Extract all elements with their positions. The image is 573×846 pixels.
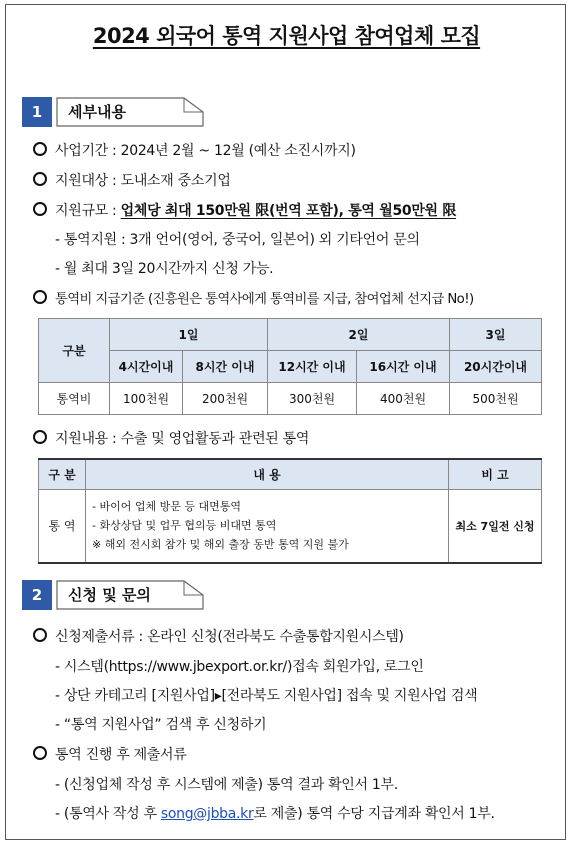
fee-table-group: 1일 (110, 319, 268, 351)
fee-table-cell: 100천원 (110, 383, 183, 415)
circle-bullet-icon (33, 142, 47, 156)
fee-table-group: 3일 (450, 319, 542, 351)
target-line: 지원대상 : 도내소재 중소기업 (33, 170, 231, 190)
circle-bullet-icon (33, 746, 47, 760)
list-item: - 바이어 업체 방문 등 대면통역 (92, 500, 241, 514)
scale-highlight: 업체당 최대 150만원 限(번역 포함), 통역 월50만원 限 (120, 203, 457, 219)
fee-table-col: 4시간이내 (110, 351, 183, 383)
list-item: - 화상상담 및 업무 협의등 비대면 통역 (92, 519, 277, 533)
circle-bullet-icon (33, 628, 47, 642)
section-1-label: 세부내용 (68, 103, 126, 121)
fee-table-row-header: 구분 (39, 319, 110, 383)
section-2-label: 신청 및 문의 (68, 586, 151, 604)
after-docs-line: 통역 진행 후 제출서류 (33, 744, 186, 764)
content-table-note: 최소 7일전 신청 (449, 489, 542, 563)
email-link[interactable]: song@jbba.kr (160, 806, 254, 822)
list-item: ※ 해외 전시회 참가 및 해외 출장 동반 통역 지원 불가 (92, 538, 349, 552)
apply-sub-1: - 시스템(https://www.jbexport.or.kr/)접속 회원가입, 로그인 (55, 659, 424, 675)
fee-table-cell: 500천원 (450, 383, 542, 415)
scale-sub-1: - 통역지원 : 3개 언어(영어, 중국어, 일본어) 외 기타언어 문의 (55, 232, 420, 248)
content-table-row-label: 통 역 (39, 489, 86, 563)
section-2-tab (56, 580, 204, 608)
apply-docs-line: 신청제출서류 : 온라인 신청(전라북도 수출통합지원시스템) (33, 626, 404, 646)
content-table (38, 458, 542, 564)
fee-table-col: 12시간 이내 (268, 351, 357, 383)
fee-basis-line: 통역비 지급기준 (진흥원은 통역사에게 통역비를 지급, 참여업체 선지급 No!) (33, 288, 474, 307)
section-1-number: 1 (22, 97, 52, 127)
section-2-number: 2 (22, 580, 52, 610)
content-table-items (86, 489, 449, 563)
fee-table-cell: 300천원 (268, 383, 357, 415)
content-table-h3: 비 고 (449, 459, 542, 489)
content-table-h2: 내 용 (86, 459, 449, 489)
scale-sub-2: - 월 최대 3일 20시간까지 신청 가능. (55, 261, 274, 277)
after-sub-2: - (통역사 작성 후 song@jbba.kr로 제출) 통역 수당 지급계좌 확인서 1부. (55, 806, 495, 822)
content-title-line: 지원내용 : 수출 및 영업활동과 관련된 통역 (33, 428, 309, 448)
circle-bullet-icon (33, 290, 47, 304)
period-line: 사업기간 : 2024년 2월 ~ 12월 (예산 소진시까지) (33, 140, 356, 160)
section-1-tab (56, 97, 204, 125)
content-table-h1: 구 분 (39, 459, 86, 489)
circle-bullet-icon (33, 172, 47, 186)
fee-table-group: 2일 (268, 319, 450, 351)
scale-line: 지원규모 : 업체당 최대 150만원 限(번역 포함), 통역 월50만원 限 (33, 200, 456, 220)
page-title: 2024 외국어 통역 지원사업 참여업체 모집 (92, 24, 481, 48)
fee-table (38, 318, 542, 415)
fee-table-col: 8시간 이내 (183, 351, 268, 383)
fee-table-cell: 400천원 (357, 383, 450, 415)
fee-table-col: 16시간 이내 (357, 351, 450, 383)
circle-bullet-icon (33, 202, 47, 216)
fee-table-col: 20시간이내 (450, 351, 542, 383)
fee-table-row-label: 통역비 (39, 383, 110, 415)
apply-sub-2: - 상단 카테고리 [지원사업]▸[전라북도 지원사업] 접속 및 지원사업 검색 (55, 688, 478, 704)
apply-sub-3: - “통역 지원사업” 검색 후 신청하기 (55, 717, 267, 733)
after-sub-1: - (신청업체 작성 후 시스템에 제출) 통역 결과 확인서 1부. (55, 777, 398, 793)
circle-bullet-icon (33, 430, 47, 444)
fee-table-cell: 200천원 (183, 383, 268, 415)
